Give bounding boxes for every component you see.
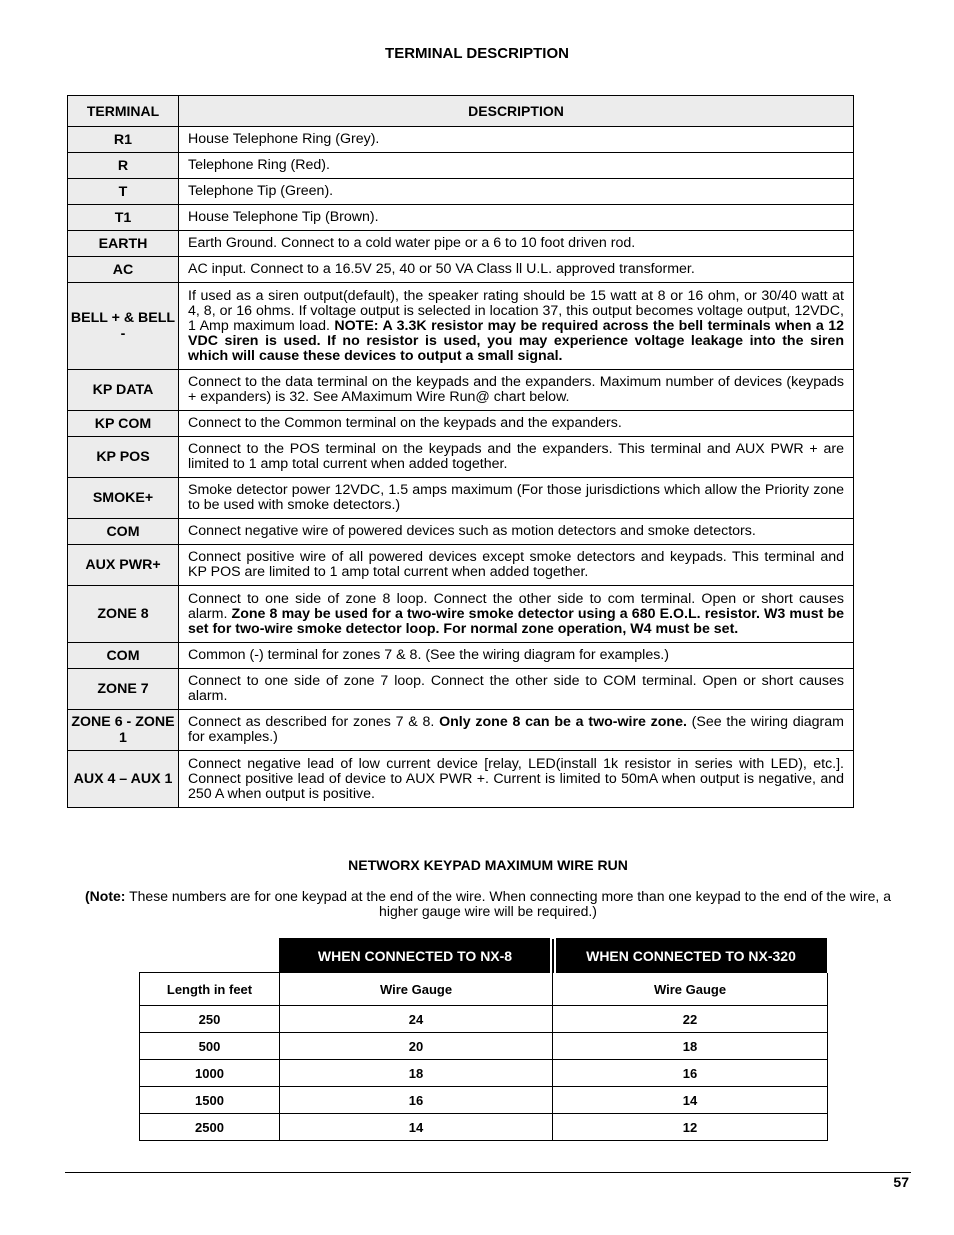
table-row bbox=[68, 153, 854, 179]
length-cell: 2500 bbox=[140, 1114, 280, 1141]
footer-divider bbox=[65, 1172, 911, 1173]
description-cell: House Telephone Tip (Brown). bbox=[179, 205, 854, 231]
table-row bbox=[68, 710, 854, 751]
wire-run-table bbox=[139, 938, 829, 1141]
gauge-nx320-cell: 12 bbox=[553, 1114, 828, 1141]
terminal-cell: T1 bbox=[68, 205, 179, 231]
terminal-cell: COM bbox=[68, 643, 179, 669]
description-bold-text: Only zone 8 can be a two-wire zone. bbox=[439, 714, 687, 730]
wire-run-title: NETWORX KEYPAD MAXIMUM WIRE RUN bbox=[348, 857, 628, 873]
description-cell bbox=[179, 586, 854, 643]
description-text: If used as a siren output(default), the speaker rating should be 15 watt at 8 or 16 ohm, or 30/40 watt at 4, 8, or 16 ohms. If voltage output is selected in location 37, this output becomes voltage output, 12VDC, 1 Amp maximum load. bbox=[188, 287, 844, 334]
terminal-cell: ZONE 6 - ZONE 1 bbox=[68, 710, 179, 751]
table-row bbox=[68, 283, 854, 370]
header-description: DESCRIPTION bbox=[179, 96, 854, 127]
header-nx8: WHEN CONNECTED TO NX-8 bbox=[280, 939, 553, 973]
table-row bbox=[68, 437, 854, 478]
terminal-cell: SMOKE+ bbox=[68, 478, 179, 519]
col-length-header: Length in feet bbox=[140, 973, 280, 1006]
gauge-nx320-cell: 22 bbox=[553, 1006, 828, 1033]
terminal-cell: KP POS bbox=[68, 437, 179, 478]
table-row bbox=[68, 370, 854, 411]
terminal-cell: AUX 4 – AUX 1 bbox=[68, 751, 179, 808]
length-cell: 1000 bbox=[140, 1060, 280, 1087]
terminal-table bbox=[67, 95, 854, 808]
description-cell: Connect to the Common terminal on the keypads and the expanders. bbox=[179, 411, 854, 437]
table-row bbox=[140, 1087, 828, 1114]
terminal-cell: T bbox=[68, 179, 179, 205]
terminal-cell: EARTH bbox=[68, 231, 179, 257]
terminal-cell: KP COM bbox=[68, 411, 179, 437]
description-cell: Connect to the POS terminal on the keypads and the expanders. This terminal and AUX PWR + are limited to 1 amp total current when added together. bbox=[179, 437, 854, 478]
terminal-cell: ZONE 8 bbox=[68, 586, 179, 643]
terminal-cell: AC bbox=[68, 257, 179, 283]
col-gauge-header: Wire Gauge bbox=[553, 973, 828, 1006]
table-row bbox=[68, 669, 854, 710]
terminal-cell: ZONE 7 bbox=[68, 669, 179, 710]
gauge-nx8-cell: 18 bbox=[280, 1060, 553, 1087]
gauge-nx320-cell: 18 bbox=[553, 1033, 828, 1060]
length-cell: 500 bbox=[140, 1033, 280, 1060]
gauge-nx8-cell: 24 bbox=[280, 1006, 553, 1033]
gauge-nx8-cell: 20 bbox=[280, 1033, 553, 1060]
terminal-cell: COM bbox=[68, 519, 179, 545]
table-row bbox=[68, 179, 854, 205]
note-label: (Note: bbox=[85, 888, 126, 904]
terminal-cell: R bbox=[68, 153, 179, 179]
description-text: Connect as described for zones 7 & 8. bbox=[188, 714, 440, 730]
table-row bbox=[68, 545, 854, 586]
description-bold-text: NOTE: A 3.3K resistor may be required across the bell terminals when a 12 VDC siren is used. If no resistor is used, you may experience voltage leakage into the siren which will cause these devices to output a small signal. bbox=[188, 317, 844, 364]
table-row bbox=[140, 1006, 828, 1033]
table-row bbox=[140, 1114, 828, 1141]
wire-run-note bbox=[70, 889, 906, 919]
table-row bbox=[68, 643, 854, 669]
note-text: These numbers are for one keypad at the end of the wire. When connecting more than one keypad to the end of the wire, a higher gauge wire will be required.) bbox=[125, 888, 891, 919]
table-row bbox=[68, 231, 854, 257]
gauge-nx8-cell: 14 bbox=[280, 1114, 553, 1141]
table-row bbox=[68, 205, 854, 231]
table-row bbox=[68, 411, 854, 437]
length-cell: 250 bbox=[140, 1006, 280, 1033]
table-row bbox=[68, 751, 854, 808]
page-number: 57 bbox=[893, 1174, 909, 1190]
description-cell bbox=[179, 283, 854, 370]
description-cell: Connect positive wire of all powered devices except smoke detectors and keypads. This terminal and KP POS are limited to 1 amp total current when added together. bbox=[179, 545, 854, 586]
description-cell: Connect to one side of zone 7 loop. Connect the other side to COM terminal. Open or short causes alarm. bbox=[179, 669, 854, 710]
description-cell: House Telephone Ring (Grey). bbox=[179, 127, 854, 153]
table-row bbox=[140, 1060, 828, 1087]
terminal-cell: AUX PWR+ bbox=[68, 545, 179, 586]
terminal-cell: R1 bbox=[68, 127, 179, 153]
description-cell: Earth Ground. Connect to a cold water pipe or a 6 to 10 foot driven rod. bbox=[179, 231, 854, 257]
terminal-cell: KP DATA bbox=[68, 370, 179, 411]
description-bold-text: Zone 8 may be used for a two-wire smoke detector using a 680 E.O.L. resistor. W3 must be set for two-wire smoke detector loop. For normal zone operation, W4 must be set. bbox=[188, 605, 845, 637]
table-row bbox=[68, 586, 854, 643]
description-cell: Telephone Tip (Green). bbox=[179, 179, 854, 205]
terminal-table-header bbox=[68, 96, 854, 127]
gauge-nx320-cell: 14 bbox=[553, 1087, 828, 1114]
header-nx320: WHEN CONNECTED TO NX-320 bbox=[553, 939, 828, 973]
table-row bbox=[68, 257, 854, 283]
table-row bbox=[68, 127, 854, 153]
page-title: TERMINAL DESCRIPTION bbox=[385, 45, 569, 62]
description-cell: Connect negative lead of low current device [relay, LED(install 1k resistor in series with LED), etc.]. Connect positive lead of device to AUX PWR +. Current is limited to 50mA when output is negative, and 250 A when output is positive. bbox=[179, 751, 854, 808]
wire-table-subheader-row bbox=[140, 973, 828, 1006]
description-cell: Connect to the data terminal on the keypads and the expanders. Maximum number of devices (keypads + expanders) is 32. See AMaximum Wire Run@ chart below. bbox=[179, 370, 854, 411]
blank-cell bbox=[140, 939, 280, 973]
col-gauge-header: Wire Gauge bbox=[280, 973, 553, 1006]
description-text: Connect to one side of zone 8 loop. Connect the other side to com terminal. Open or short causes alarm. bbox=[188, 590, 844, 622]
wire-table-header-row bbox=[140, 939, 828, 973]
table-row bbox=[68, 519, 854, 545]
description-cell: Smoke detector power 12VDC, 1.5 amps maximum (For those jurisdictions which allow the Priority zone to be used with smoke detectors.) bbox=[179, 478, 854, 519]
terminal-cell: BELL + & BELL - bbox=[68, 283, 179, 370]
table-row bbox=[68, 478, 854, 519]
description-text: (See the wiring diagram for examples.) bbox=[188, 714, 844, 745]
gauge-nx320-cell: 16 bbox=[553, 1060, 828, 1087]
description-cell bbox=[179, 710, 854, 751]
table-row bbox=[140, 1033, 828, 1060]
description-cell: Connect negative wire of powered devices such as motion detectors and smoke detectors. bbox=[179, 519, 854, 545]
description-cell: Telephone Ring (Red). bbox=[179, 153, 854, 179]
header-terminal: TERMINAL bbox=[68, 96, 179, 127]
description-cell: Common (-) terminal for zones 7 & 8. (See the wiring diagram for examples.) bbox=[179, 643, 854, 669]
description-cell: AC input. Connect to a 16.5V 25, 40 or 50 VA Class ll U.L. approved transformer. bbox=[179, 257, 854, 283]
gauge-nx8-cell: 16 bbox=[280, 1087, 553, 1114]
length-cell: 1500 bbox=[140, 1087, 280, 1114]
